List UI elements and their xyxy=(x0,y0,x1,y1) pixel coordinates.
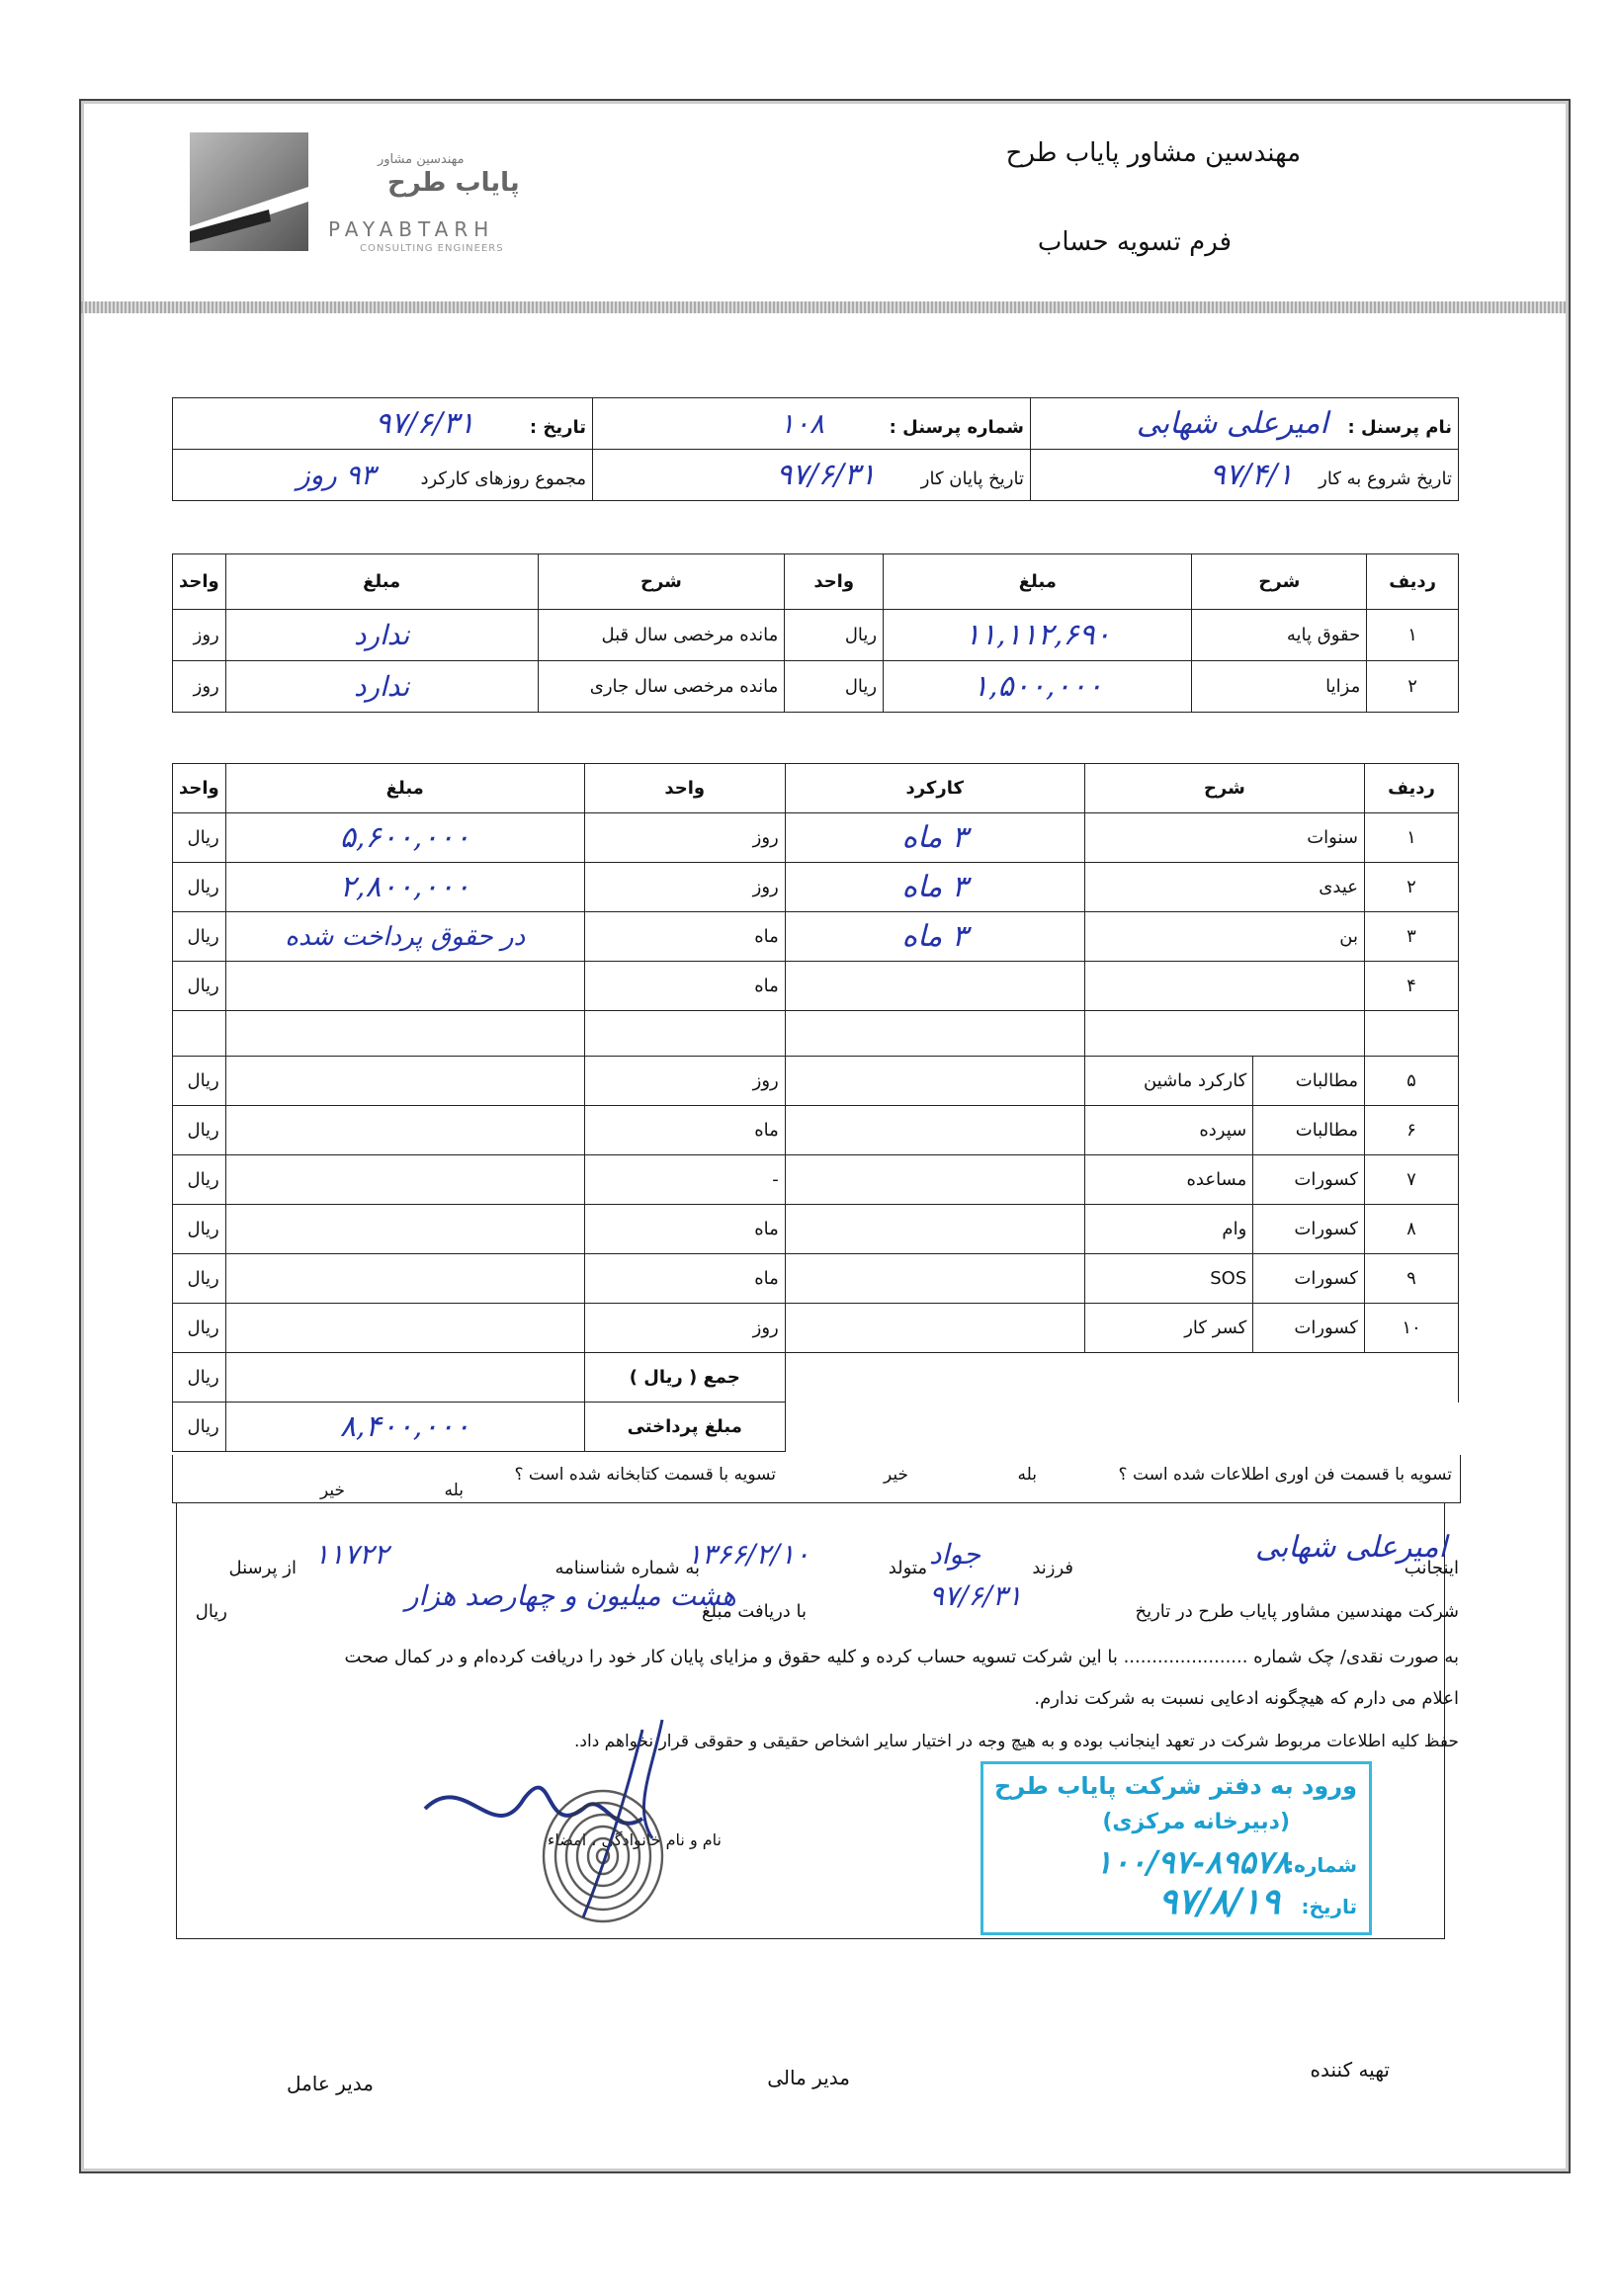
table-row xyxy=(173,1057,1459,1106)
start-cell xyxy=(1031,450,1459,501)
stamp-title: ورود به دفتر شرکت پایاب طرح xyxy=(994,1772,1357,1800)
t1-cell: ۲ xyxy=(1367,661,1459,713)
t2-cell xyxy=(584,1011,785,1057)
decl-amount: هشت میلیون و چهارصد هزار xyxy=(405,1579,736,1612)
t1-handwritten: ۱,۵۰۰,۰۰۰ xyxy=(972,669,1103,704)
t1-header-unit2: واحد xyxy=(173,554,226,610)
t2-cell: ۵ xyxy=(1365,1057,1459,1106)
logo-fa: پایاب طرح xyxy=(387,168,520,198)
t2-cell xyxy=(785,912,1084,962)
date-cell xyxy=(173,398,593,450)
t2-cell xyxy=(225,1205,584,1254)
t2-empty xyxy=(785,1353,1458,1403)
t2-cell: ریال xyxy=(173,962,226,1011)
decl-line5: حفظ کلیه اطلاعات مربوط شرکت در تعهد اینجانب بوده و به هیچ وجه در اختیار سایر اشخاص حقیقی و حقوقی قرار نخواهم داد. xyxy=(574,1732,1459,1751)
t2-cell: ریال xyxy=(173,1106,226,1155)
t1-header-unit: واحد xyxy=(785,554,884,610)
start-label: تاریخ شروع به کار xyxy=(1319,468,1452,489)
t2-cell: ریال xyxy=(173,863,226,912)
t2-cell: روز xyxy=(584,863,785,912)
date-value: ۹۷/۶/۳۱ xyxy=(375,406,475,441)
t2-cell: روز xyxy=(584,1057,785,1106)
logo-en: PAYABTARH xyxy=(328,217,495,241)
decl-father: جواد xyxy=(929,1538,981,1571)
decl-date: ۹۷/۶/۳۱ xyxy=(929,1579,1023,1612)
table-row xyxy=(173,1155,1459,1205)
decl-birth: ۱۳۶۶/۲/۱۰ xyxy=(687,1538,810,1571)
footer-finance: مدیر مالی xyxy=(767,2066,850,2089)
t2-cell xyxy=(225,1057,584,1106)
t1-cell: مانده مرخصی سال جاری xyxy=(538,661,785,713)
t1-cell: ریال xyxy=(785,610,884,661)
t2-header-unit2: واحد xyxy=(173,764,226,813)
t2-empty xyxy=(785,1403,1458,1452)
t2-cell xyxy=(225,863,584,912)
logo-en-sub: CONSULTING ENGINEERS xyxy=(360,243,504,254)
end-label: تاریخ پایان کار xyxy=(920,468,1024,489)
t2-cell: ۳ xyxy=(1365,912,1459,962)
t2-cell: ۱ xyxy=(1365,813,1459,863)
t2-cell: ریال xyxy=(173,1254,226,1304)
decl-line1-d: به شماره شناسنامه xyxy=(554,1558,700,1578)
t2-cell: مطالبات xyxy=(1253,1057,1365,1106)
decl-line3: به صورت نقدی/ چک شماره ...................... با این شرکت تسویه حساب کرده و کلیه حقوق و مزایای پایان کار خود را دریافت کرده‌ام و در کمال صحت xyxy=(344,1647,1459,1667)
t2-cell: کسورات xyxy=(1253,1205,1365,1254)
t2-handwritten: ۳ ماه xyxy=(901,820,969,855)
t1-handwritten: ندارد xyxy=(354,670,410,703)
table-row xyxy=(173,1106,1459,1155)
t2-cell: ریال xyxy=(173,1304,226,1353)
decl-line2-a: شرکت مهندسین مشاور پایاب طرح در تاریخ xyxy=(1135,1601,1459,1622)
decl-line4: اعلام می دارم که هیچگونه ادعایی نسبت به شرکت ندارم. xyxy=(1034,1688,1459,1709)
t2-cell xyxy=(785,1106,1084,1155)
t2-cell: کسر کار xyxy=(1084,1304,1253,1353)
company-name: مهندسین مشاور پایاب طرح xyxy=(1005,138,1301,168)
t2-cell xyxy=(1365,1011,1459,1057)
table-row xyxy=(173,1205,1459,1254)
t2-cell: ۲ xyxy=(1365,863,1459,912)
table-row xyxy=(173,661,1459,713)
t2-cell: ماه xyxy=(584,912,785,962)
t1-header-amount: مبلغ xyxy=(884,554,1192,610)
t2-cell xyxy=(785,1304,1084,1353)
personnel-value: ۱۰۸ xyxy=(779,407,824,440)
stamp-number-label: شماره: xyxy=(1286,1853,1357,1877)
t2-cell xyxy=(173,1011,226,1057)
t2-cell xyxy=(785,863,1084,912)
end-cell xyxy=(593,450,1031,501)
t2-cell: روز xyxy=(584,1304,785,1353)
t1-cell: مانده مرخصی سال قبل xyxy=(538,610,785,661)
sign-label: نام و نام خانوادگی ، امضاء xyxy=(547,1830,722,1849)
decl-line2-b: با دریافت مبلغ xyxy=(701,1601,807,1622)
t2-cell: ماه xyxy=(584,1254,785,1304)
t2-cell: SOS xyxy=(1084,1254,1253,1304)
t2-cell: کسورات xyxy=(1253,1254,1365,1304)
t2-cell: مطالبات xyxy=(1253,1106,1365,1155)
it-no[interactable]: خیر xyxy=(883,1465,908,1485)
table-row xyxy=(173,813,1459,863)
days-cell xyxy=(173,450,593,501)
t2-handwritten: ۵,۶۰۰,۰۰۰ xyxy=(339,820,470,855)
t2-header-work: کارکرد xyxy=(785,764,1084,813)
salary-table xyxy=(172,553,1459,713)
form-title: فرم تسویه حساب xyxy=(1037,227,1232,257)
header-divider xyxy=(81,301,1566,313)
personnel-label: شماره پرسنل : xyxy=(889,417,1024,438)
t2-cell: ریال xyxy=(173,1205,226,1254)
company-logo xyxy=(190,132,565,261)
table-row xyxy=(173,1254,1459,1304)
t2-cell: ریال xyxy=(173,912,226,962)
t2-cell: ریال xyxy=(173,813,226,863)
t2-cell xyxy=(785,813,1084,863)
stamp-subtitle: (دبیرخانه مرکزی) xyxy=(1102,1810,1290,1834)
t2-handwritten: ۳ ماه xyxy=(901,919,969,954)
stamp-number: ۱۰۰/۹۷-۸۹۵۷۸ xyxy=(1095,1843,1290,1881)
stamp-date: ۹۷/۸/۱۹ xyxy=(1158,1881,1280,1922)
stamp-date-label: تاریخ: xyxy=(1301,1895,1357,1918)
name-label: نام پرسنل : xyxy=(1347,417,1452,438)
t1-cell: ریال xyxy=(785,661,884,713)
t1-header-desc: شرح xyxy=(1192,554,1367,610)
t2-cell xyxy=(225,912,584,962)
t1-cell: حقوق پایه xyxy=(1192,610,1367,661)
t2-header-row: ردیف xyxy=(1365,764,1459,813)
t2-cell: ماه xyxy=(584,962,785,1011)
t2-cell: ۶ xyxy=(1365,1106,1459,1155)
decl-line1-a: اینجانب xyxy=(1404,1558,1459,1578)
paid-row xyxy=(173,1403,1459,1452)
t1-cell: ۱ xyxy=(1367,610,1459,661)
t2-cell: کسورات xyxy=(1253,1155,1365,1205)
t1-header-row: ردیف xyxy=(1367,554,1459,610)
t2-cell xyxy=(785,1057,1084,1106)
t1-header-amount2: مبلغ xyxy=(225,554,538,610)
sum-label: جمع ( ریال ) xyxy=(584,1353,785,1403)
t2-cell: ۱۰ xyxy=(1365,1304,1459,1353)
end-value: ۹۷/۶/۳۱ xyxy=(776,458,877,492)
start-value: ۹۷/۴/۱ xyxy=(1209,458,1294,492)
t2-cell: وام xyxy=(1084,1205,1253,1254)
sum-unit: ریال xyxy=(173,1353,226,1403)
t2-cell: مساعده xyxy=(1084,1155,1253,1205)
it-yes[interactable]: بله xyxy=(1017,1465,1037,1485)
t2-cell: کسورات xyxy=(1253,1304,1365,1353)
benefits-table xyxy=(172,763,1459,1452)
t2-cell xyxy=(225,962,584,1011)
registration-stamp xyxy=(980,1761,1372,1935)
t2-cell xyxy=(225,1254,584,1304)
personnel-cell xyxy=(593,398,1031,450)
t2-cell: ماه xyxy=(584,1106,785,1155)
paid-label: مبلغ پرداختی xyxy=(584,1403,785,1452)
days-value: ۹۳ روز xyxy=(297,459,376,491)
decl-line2-c: ریال xyxy=(195,1601,227,1622)
date-label: تاریخ : xyxy=(529,417,586,438)
library-yes[interactable]: بله xyxy=(444,1481,464,1500)
t2-cell xyxy=(225,1304,584,1353)
t1-header-desc2: شرح xyxy=(538,554,785,610)
t2-cell: ۴ xyxy=(1365,962,1459,1011)
sum-value xyxy=(225,1353,584,1403)
t2-cell xyxy=(225,1155,584,1205)
t2-cell: عیدی xyxy=(1084,863,1364,912)
settlement-row xyxy=(172,1455,1461,1503)
t2-cell: سنوات xyxy=(1084,813,1364,863)
name-cell xyxy=(1031,398,1459,450)
t2-cell: روز xyxy=(584,813,785,863)
t2-handwritten: ۲,۸۰۰,۰۰۰ xyxy=(339,870,470,904)
t2-cell: کارکرد ماشین xyxy=(1084,1057,1253,1106)
fingerprint-icon xyxy=(534,1779,672,1927)
t2-cell: ۸ xyxy=(1365,1205,1459,1254)
t2-cell xyxy=(225,813,584,863)
sum-row xyxy=(173,1353,1459,1403)
t2-cell xyxy=(225,1011,584,1057)
library-question: تسویه با قسمت کتابخانه شده است ؟ xyxy=(514,1465,776,1485)
t2-cell xyxy=(785,1254,1084,1304)
t2-cell xyxy=(785,1155,1084,1205)
t2-header-amount: مبلغ xyxy=(225,764,584,813)
table-row xyxy=(173,610,1459,661)
t2-cell xyxy=(1084,1011,1364,1057)
decl-line1-c: متولد xyxy=(888,1558,927,1578)
t2-cell: ریال xyxy=(173,1057,226,1106)
t2-cell: ۷ xyxy=(1365,1155,1459,1205)
info-table xyxy=(172,397,1459,501)
table-row xyxy=(173,1304,1459,1353)
t2-cell xyxy=(785,962,1084,1011)
t2-cell xyxy=(785,1011,1084,1057)
t2-handwritten: در حقوق پرداخت شده xyxy=(285,921,526,952)
decl-id: ۱۱۷۲۲ xyxy=(314,1538,389,1571)
t2-cell xyxy=(1084,962,1364,1011)
t2-handwritten: ۳ ماه xyxy=(901,870,969,904)
t2-header-desc: شرح xyxy=(1084,764,1364,813)
decl-line1-b: فرزند xyxy=(1032,1558,1073,1578)
t1-cell: روز xyxy=(173,610,226,661)
t2-cell: سپرده xyxy=(1084,1106,1253,1155)
table-row xyxy=(173,1011,1459,1057)
t2-cell: - xyxy=(584,1155,785,1205)
t2-cell xyxy=(225,1106,584,1155)
t2-cell: ریال xyxy=(173,1155,226,1205)
decl-line1-e: از پرسنل xyxy=(228,1558,297,1578)
t2-cell: بن xyxy=(1084,912,1364,962)
decl-name: امیرعلی شهابی xyxy=(1255,1530,1447,1565)
logo-emblem-icon xyxy=(190,132,308,251)
it-question: تسویه با قسمت فن اوری اطلاعات شده است ؟ xyxy=(1118,1465,1452,1485)
paid-value: ۸,۴۰۰,۰۰۰ xyxy=(339,1409,470,1444)
table-row xyxy=(173,962,1459,1011)
t1-handwritten: ندارد xyxy=(354,619,410,651)
t2-cell: ۹ xyxy=(1365,1254,1459,1304)
table-row xyxy=(173,863,1459,912)
t1-handwritten: ۱۱,۱۱۲,۶۹۰ xyxy=(964,618,1111,652)
t2-cell: ماه xyxy=(584,1205,785,1254)
t1-cell: روز xyxy=(173,661,226,713)
t1-cell: مزایا xyxy=(1192,661,1367,713)
footer-preparer: تهیه کننده xyxy=(1310,2058,1390,2082)
days-label: مجموع روزهای کارکرد xyxy=(420,468,586,489)
table-row xyxy=(173,912,1459,962)
name-value: امیرعلی شهابی xyxy=(1136,406,1328,441)
t2-header-unit: واحد xyxy=(584,764,785,813)
logo-small-fa: مهندسین مشاور xyxy=(378,152,465,167)
footer-ceo: مدیر عامل xyxy=(286,2072,374,2095)
t2-cell xyxy=(785,1205,1084,1254)
paid-unit: ریال xyxy=(173,1403,226,1452)
library-no[interactable]: خیر xyxy=(319,1481,345,1500)
